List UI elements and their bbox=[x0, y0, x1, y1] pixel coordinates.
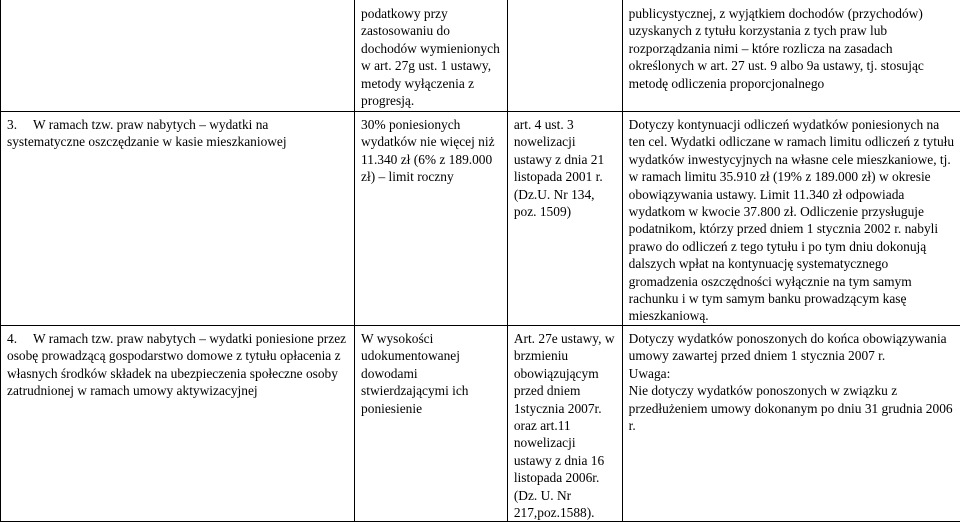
cell-limit bbox=[355, 325, 508, 521]
cell-legal-basis bbox=[507, 0, 622, 112]
cell-text: W wysokości udokumentowanej dowodami stwierdzającymi ich poniesienie bbox=[361, 330, 501, 417]
cell-notes bbox=[622, 325, 960, 521]
cell-limit bbox=[355, 112, 508, 326]
cell-description bbox=[1, 0, 355, 112]
cell-text: podatkowy przy zastosowaniu do dochodów wymienionych w art. 27g ust. 1 ustawy, metody wyłączenia z progresją. bbox=[361, 5, 501, 109]
cell-legal-basis bbox=[507, 112, 622, 326]
cell-notes bbox=[622, 112, 960, 326]
table-row bbox=[1, 112, 960, 326]
cell-legal-basis bbox=[507, 325, 622, 521]
note-heading: Uwaga: bbox=[629, 365, 955, 382]
cell-text: W ramach tzw. praw nabytych – wydatki poniesione przez osobę prowadzącą gospodarstwo domowe z tytułu opłacenia z własnych środków składek na ubezpieczenia społeczne osoby zatrudnionej w ramach umowy aktywizacyjnej bbox=[7, 331, 346, 398]
cell-text: W ramach tzw. praw nabytych – wydatki na systematyczne oszczędzanie w kasie mieszkaniowej bbox=[7, 117, 287, 149]
row-number: 3. bbox=[7, 116, 33, 133]
cell-text: publicystycznej, z wyjątkiem dochodów (przychodów) uzyskanych z tytułu korzystania z tych praw lub rozporządzania nimi – które rozlicza na zasadach określonych w art. 27 ust. 9 albo 9a ustawy, tj. stosując metodę odliczenia proporcjonalnego bbox=[629, 5, 955, 92]
cell-limit bbox=[355, 0, 508, 112]
cell-text: 30% poniesionych wydatków nie więcej niż 11.340 zł (6% z 189.000 zł) – limit roczny bbox=[361, 116, 501, 186]
cell-description bbox=[1, 112, 355, 326]
cell-text: Nie dotyczy wydatków ponoszonych w związku z przedłużeniem umowy dokonanym po dniu 31 grudnia 2006 r. bbox=[629, 382, 955, 434]
table-row bbox=[1, 325, 960, 521]
cell-text: Art. 27e ustawy, w brzmieniu obowiązującym przed dniem 1stycznia 2007r. oraz art.11 nowelizacji ustawy z dnia 16 listopada 2006r.(Dz. U. Nr 217,poz.1588). bbox=[514, 330, 616, 521]
table-row bbox=[1, 0, 960, 112]
cell-text: Dotyczy kontynuacji odliczeń wydatków poniesionych na ten cel. Wydatki odliczane w ramach limitu odliczeń z tytułu wydatków inwestycyjnych na własne cele mieszkaniowe, tj. w ramach limitu 35.910 zł (19% z 189.000 zł) w okresie obowiązywania ustawy. Limit 11.340 zł odpowiada wydatkom w kwocie 37.800 zł. Odliczenie przysługuje podatnikom, którzy przed dniem 1 stycznia 2002 r. nabyli prawo do odliczeń z tego tytułu i po tym dniu dokonują dalszych wpłat na kontynuację systematycznego gromadzenia oszczędności wyłącznie na tym samym rachunku i w tym samym banku prowadzącym kasę mieszkaniową. bbox=[629, 116, 955, 325]
row-number: 4. bbox=[7, 330, 33, 347]
cell-text: art. 4 ust. 3 nowelizacji ustawy z dnia 21 listopada 2001 r. (Dz.U. Nr 134, poz. 1509) bbox=[514, 116, 616, 220]
cell-notes bbox=[622, 0, 960, 112]
cell-description bbox=[1, 325, 355, 521]
cell-text: Dotyczy wydatków ponoszonych do końca obowiązywania umowy zawartej przed dniem 1 stycznia 2007 r. bbox=[629, 330, 955, 365]
